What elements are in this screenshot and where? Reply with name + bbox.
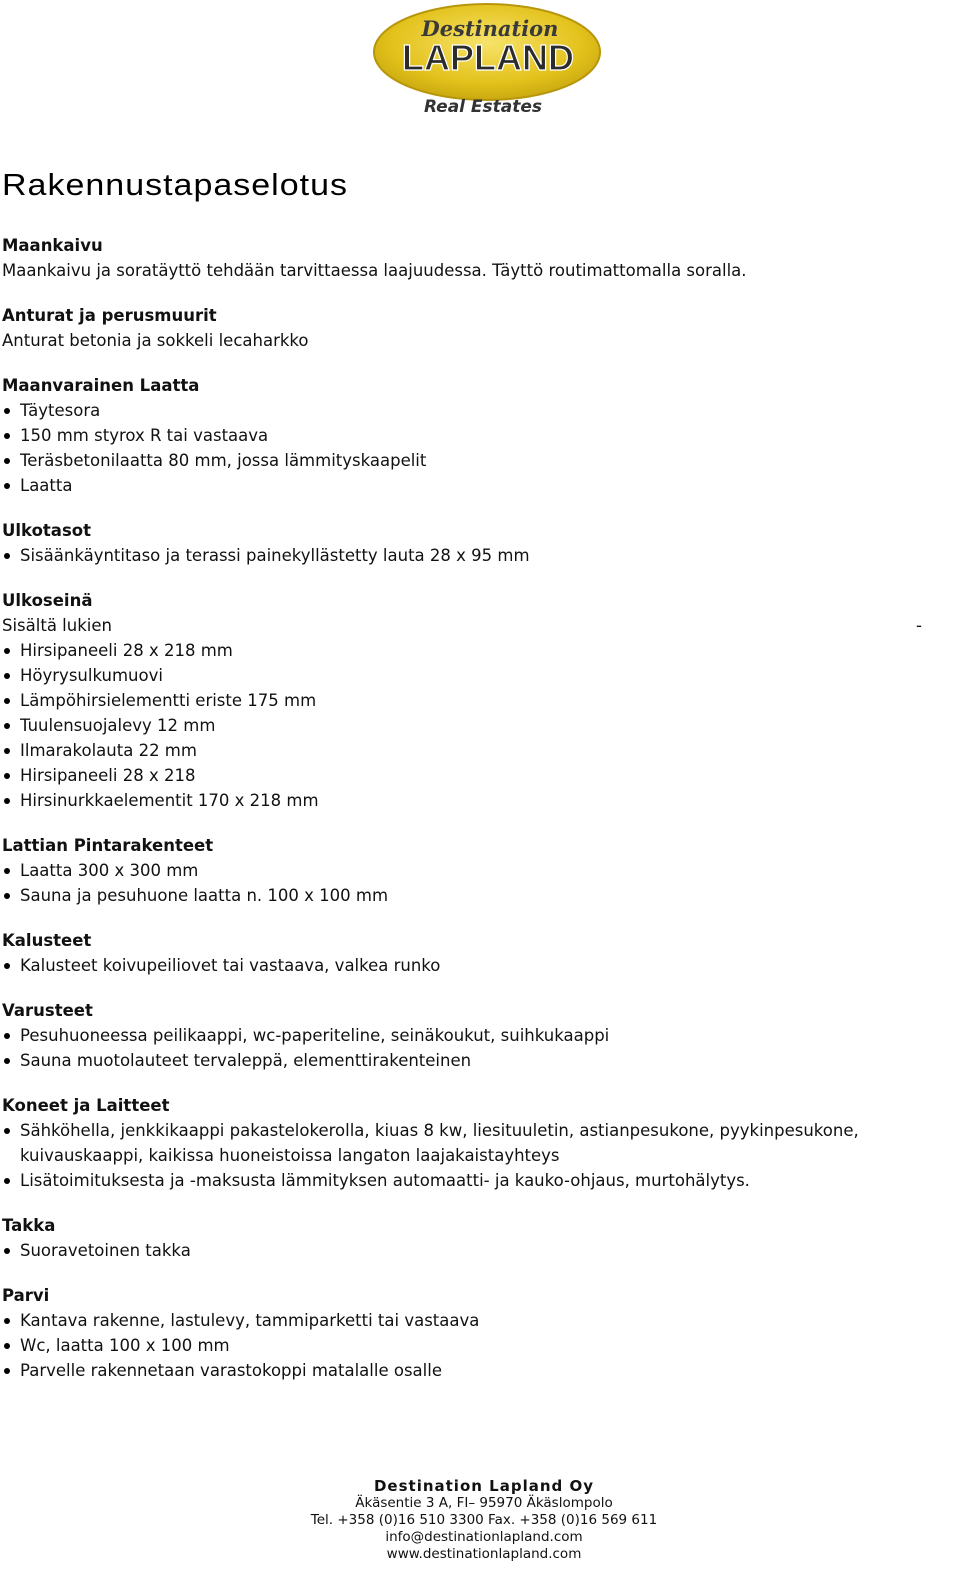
list-item: Sähköhella, jenkkikaappi pakastelokerolla, kiuas 8 kw, liesituuletin, astianpesukone, pyykinpesukone, kuivauskaappi, kaikissa huoneistoissa langaton laajakaistayhteys <box>2 1118 952 1168</box>
section-ulkoseina <box>2 588 952 813</box>
section-heading: Ulkoseinä <box>2 591 93 610</box>
list-item: Laatta <box>2 473 952 498</box>
bullet-list <box>2 1118 952 1193</box>
list-item: Sauna ja pesuhuone laatta n. 100 x 100 mm <box>2 883 952 908</box>
list-item: Sauna muotolauteet tervaleppä, elementtirakenteinen <box>2 1048 952 1073</box>
list-item: Laatta 300 x 300 mm <box>2 858 952 883</box>
section-parvi <box>2 1283 952 1383</box>
logo-line1: Destination <box>421 16 559 41</box>
list-item: Wc, laatta 100 x 100 mm <box>2 1333 952 1358</box>
list-item: Ilmarakolauta 22 mm <box>2 738 952 763</box>
section-takka <box>2 1213 952 1263</box>
section-text: Maankaivu ja soratäyttö tehdään tarvittaessa laajuudessa. Täyttö routimattomalla soralla. <box>2 261 747 280</box>
document-body <box>2 233 952 1403</box>
section-heading: Anturat ja perusmuurit <box>2 306 217 325</box>
list-item: 150 mm styrox R tai vastaava <box>2 423 952 448</box>
list-item: Tuulensuojalevy 12 mm <box>2 713 952 738</box>
section-kalusteet <box>2 928 952 978</box>
section-ulkotasot <box>2 518 952 568</box>
bullet-list <box>2 543 952 568</box>
section-heading: Parvi <box>2 1286 50 1305</box>
dash-mark: - <box>916 616 922 635</box>
section-heading: Maankaivu <box>2 236 103 255</box>
section-anturat <box>2 303 952 353</box>
footer-email: info@destinationlapland.com <box>385 1529 583 1545</box>
section-text-row <box>2 613 952 638</box>
bullet-list <box>2 1308 952 1383</box>
section-text: Sisältä lukien <box>2 616 112 635</box>
page-footer <box>0 1478 960 1563</box>
section-heading: Varusteet <box>2 1001 93 1020</box>
list-item: Sisäänkäyntitaso ja terassi painekyllästetty lauta 28 x 95 mm <box>2 543 952 568</box>
list-item: Hirsinurkkaelementit 170 x 218 mm <box>2 788 952 813</box>
footer-web: www.destinationlapland.com <box>386 1546 582 1562</box>
logo-line3: Real Estates <box>423 97 543 117</box>
section-heading: Kalusteet <box>2 931 92 950</box>
footer-address: Äkäsentie 3 A, FI– 95970 Äkäslompolo <box>355 1495 613 1511</box>
section-heading: Ulkotasot <box>2 521 91 540</box>
bullet-list <box>2 638 952 813</box>
bullet-list <box>2 1023 952 1073</box>
list-item: Täytesora <box>2 398 952 423</box>
section-maankaivu <box>2 233 952 283</box>
list-item: Pesuhuoneessa peilikaappi, wc-paperiteline, seinäkoukut, suihkukaappi <box>2 1023 952 1048</box>
section-varusteet <box>2 998 952 1073</box>
section-heading: Maanvarainen Laatta <box>2 376 200 395</box>
list-item: Parvelle rakennetaan varastokoppi matalalle osalle <box>2 1358 952 1383</box>
list-item: Lämpöhirsielementti eriste 175 mm <box>2 688 952 713</box>
footer-phone: Tel. +358 (0)16 510 3300 Fax. +358 (0)16 569 611 <box>310 1512 658 1528</box>
list-item: Lisätoimituksesta ja -maksusta lämmityksen automaatti- ja kauko-ohjaus, murtohälytys. <box>2 1168 952 1193</box>
section-lattia <box>2 833 952 908</box>
list-item: Hirsipaneeli 28 x 218 mm <box>2 638 952 663</box>
section-heading: Lattian Pintarakenteet <box>2 836 214 855</box>
bullet-list <box>2 398 952 498</box>
bullet-list <box>2 1238 952 1263</box>
destination-lapland-logo <box>370 0 604 122</box>
page-title: Rakennustapaselotus <box>2 168 349 203</box>
footer-company: Destination Lapland Oy <box>373 1477 595 1495</box>
list-item: Kalusteet koivupeiliovet tai vastaava, valkea runko <box>2 953 952 978</box>
list-item: Höyrysulkumuovi <box>2 663 952 688</box>
logo-line2: LAPLAND <box>402 37 574 78</box>
section-heading: Takka <box>2 1216 56 1235</box>
bullet-list <box>2 858 952 908</box>
section-heading: Koneet ja Laitteet <box>2 1096 170 1115</box>
section-laatta <box>2 373 952 498</box>
section-text: Anturat betonia ja sokkeli lecaharkko <box>2 331 309 350</box>
list-item: Kantava rakenne, lastulevy, tammiparketti tai vastaava <box>2 1308 952 1333</box>
list-item: Teräsbetonilaatta 80 mm, jossa lämmityskaapelit <box>2 448 952 473</box>
bullet-list <box>2 953 952 978</box>
list-item: Suoravetoinen takka <box>2 1238 952 1263</box>
list-item: Hirsipaneeli 28 x 218 <box>2 763 952 788</box>
section-koneet <box>2 1093 952 1193</box>
